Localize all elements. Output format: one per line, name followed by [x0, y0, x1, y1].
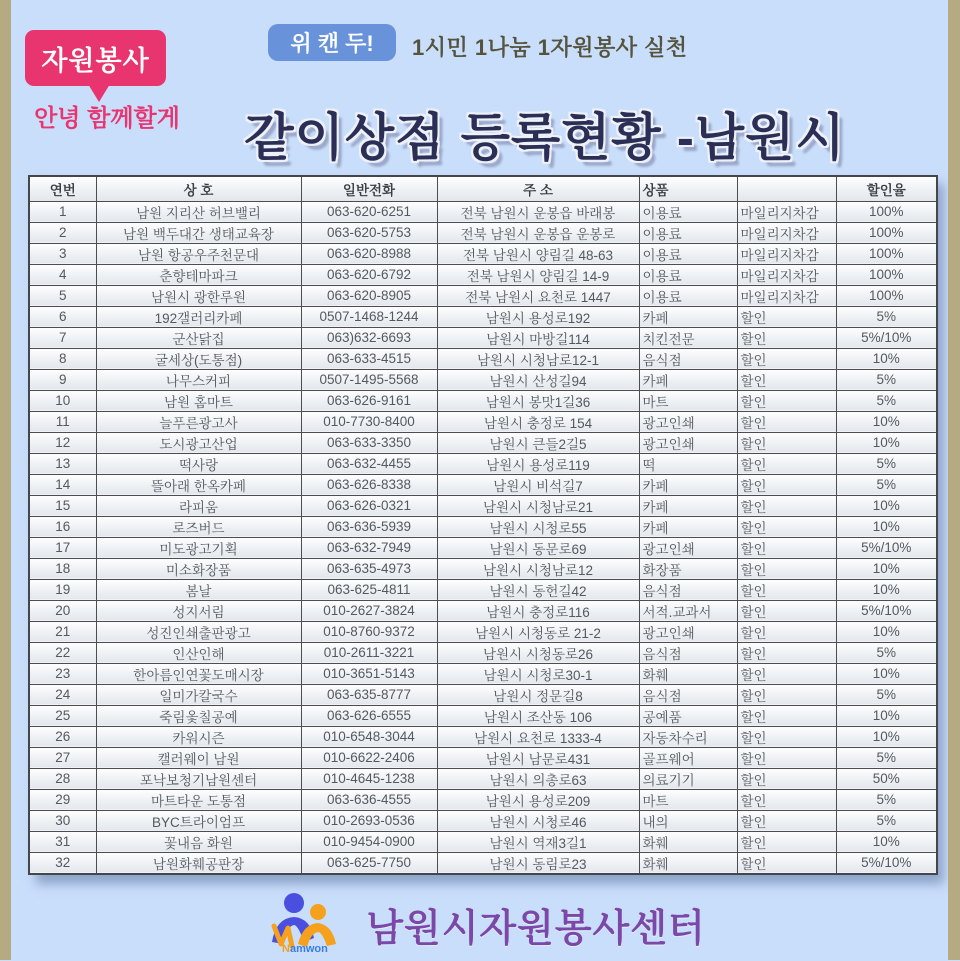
product-cell: 화훼 — [639, 663, 737, 684]
product-cell: 골프웨어 — [639, 747, 737, 768]
product-header: 상품 — [639, 176, 737, 201]
table-row — [29, 768, 937, 789]
store-name-cell: 일미가칼국수 — [96, 684, 301, 705]
discount-type-cell: 할인 — [737, 621, 836, 642]
phone-header: 일반전화 — [301, 176, 437, 201]
phone-cell: 010-4645-1238 — [301, 768, 437, 789]
store-name-cell: 남원시 광한루원 — [96, 285, 301, 306]
discount-rate-cell: 5% — [836, 369, 937, 390]
table-row — [29, 621, 937, 642]
table-row — [29, 810, 937, 831]
store-name-cell: 남원 항공우주천문대 — [96, 243, 301, 264]
table-row — [29, 201, 937, 222]
discount-type-cell: 마일리지차감 — [737, 201, 836, 222]
table-row — [29, 663, 937, 684]
discount-rate-cell: 5% — [836, 390, 937, 411]
discount-rate-cell: 5% — [836, 789, 937, 810]
store-name-cell: 굴세상(도통점) — [96, 348, 301, 369]
phone-cell: 063-620-6251 — [301, 201, 437, 222]
product-cell: 광고인쇄 — [639, 621, 737, 642]
store-name-cell: 봄날 — [96, 579, 301, 600]
phone-cell: 063-633-3350 — [301, 432, 437, 453]
address-cell: 남원시 마방길114 — [437, 327, 639, 348]
phone-cell: 0507-1468-1244 — [301, 306, 437, 327]
phone-cell: 063-626-8338 — [301, 474, 437, 495]
store-name-cell: 남원 홈마트 — [96, 390, 301, 411]
discount-type-cell: 할인 — [737, 579, 836, 600]
product-cell: 마트 — [639, 789, 737, 810]
discount-type-cell: 할인 — [737, 474, 836, 495]
discount-rate-cell: 10% — [836, 663, 937, 684]
address-cell: 남원시 용성로119 — [437, 453, 639, 474]
discount-rate-cell: 5% — [836, 453, 937, 474]
address-cell: 남원시 산성길94 — [437, 369, 639, 390]
table-row — [29, 495, 937, 516]
row-number-cell: 11 — [29, 411, 96, 432]
row-number-cell: 14 — [29, 474, 96, 495]
discount-type-cell: 할인 — [737, 390, 836, 411]
discount-type-cell: 할인 — [737, 747, 836, 768]
row-number-cell: 27 — [29, 747, 96, 768]
store-name-cell: 떡사랑 — [96, 453, 301, 474]
row-number-cell: 21 — [29, 621, 96, 642]
store-name-cell: 꽃내음 화원 — [96, 831, 301, 852]
phone-cell: 010-3651-5143 — [301, 663, 437, 684]
product-cell: 광고인쇄 — [639, 411, 737, 432]
address-cell: 남원시 시청남로12-1 — [437, 348, 639, 369]
phone-cell: 063-620-8988 — [301, 243, 437, 264]
discount-rate-cell: 10% — [836, 726, 937, 747]
row-number-cell: 9 — [29, 369, 96, 390]
product-cell: 카페 — [639, 369, 737, 390]
product-cell: 이용료 — [639, 243, 737, 264]
product-cell: 광고인쇄 — [639, 537, 737, 558]
row-number-cell: 31 — [29, 831, 96, 852]
product-cell: 화훼 — [639, 831, 737, 852]
store-name-cell: 군산닭집 — [96, 327, 301, 348]
phone-cell: 063-636-4555 — [301, 789, 437, 810]
row-number-cell: 6 — [29, 306, 96, 327]
discount-rate-cell: 100% — [836, 243, 937, 264]
address-cell: 남원시 충정로116 — [437, 600, 639, 621]
row-number-cell: 2 — [29, 222, 96, 243]
address-cell: 남원시 동문로69 — [437, 537, 639, 558]
row-number-cell: 13 — [29, 453, 96, 474]
address-header: 주 소 — [437, 176, 639, 201]
address-cell: 남원시 동림로23 — [437, 852, 639, 874]
store-name-cell: 미도광고기획 — [96, 537, 301, 558]
row-number-cell: 15 — [29, 495, 96, 516]
address-cell: 남원시 시청로55 — [437, 516, 639, 537]
store-name-cell: 늘푸른광고사 — [96, 411, 301, 432]
address-cell: 남원시 시청로30-1 — [437, 663, 639, 684]
store-name-cell: 인산인해 — [96, 642, 301, 663]
discount-type-cell: 할인 — [737, 789, 836, 810]
row-number-cell: 26 — [29, 726, 96, 747]
phone-cell: 063-620-6792 — [301, 264, 437, 285]
discount-rate-cell: 10% — [836, 705, 937, 726]
product-cell: 광고인쇄 — [639, 432, 737, 453]
discount-type-cell: 마일리지차감 — [737, 222, 836, 243]
store-name-cell: BYC트라이엄프 — [96, 810, 301, 831]
phone-cell: 010-9454-0900 — [301, 831, 437, 852]
phone-cell: 063-625-4811 — [301, 579, 437, 600]
address-cell: 남원시 시청동로26 — [437, 642, 639, 663]
phone-cell: 010-6548-3044 — [301, 726, 437, 747]
discount-type-cell: 마일리지차감 — [737, 264, 836, 285]
product-cell: 화장품 — [639, 558, 737, 579]
row-number-cell: 10 — [29, 390, 96, 411]
phone-cell: 063-625-7750 — [301, 852, 437, 874]
discount-type-cell: 할인 — [737, 432, 836, 453]
store-name-cell: 192갤러리카페 — [96, 306, 301, 327]
discount-type-cell: 할인 — [737, 600, 836, 621]
discount-rate-cell: 10% — [836, 831, 937, 852]
logo-word-rest: amwon — [290, 943, 329, 955]
discount-rate-cell: 100% — [836, 264, 937, 285]
table-row — [29, 285, 937, 306]
discount-type-cell: 할인 — [737, 852, 836, 874]
discount-rate-cell: 10% — [836, 579, 937, 600]
phone-cell: 010-8760-9372 — [301, 621, 437, 642]
discount-rate-cell: 100% — [836, 201, 937, 222]
discount-type-cell: 할인 — [737, 705, 836, 726]
table-row — [29, 411, 937, 432]
address-cell: 전북 남원시 양림길 48-63 — [437, 243, 639, 264]
product-cell: 카페 — [639, 495, 737, 516]
discount-type-cell: 할인 — [737, 516, 836, 537]
address-cell: 남원시 요천로 1333-4 — [437, 726, 639, 747]
discount-type-cell: 마일리지차감 — [737, 285, 836, 306]
row-number-cell: 23 — [29, 663, 96, 684]
store-name-cell: 남원 백두대간 생태교육장 — [96, 222, 301, 243]
discount-rate-cell: 5% — [836, 684, 937, 705]
address-cell: 전북 남원시 양림길 14-9 — [437, 264, 639, 285]
tagline-text: 안녕 함께할게 — [34, 105, 180, 132]
product-cell: 음식점 — [639, 642, 737, 663]
address-cell: 남원시 역재3길1 — [437, 831, 639, 852]
discount-rate-cell: 5%/10% — [836, 327, 937, 348]
product-cell: 이용료 — [639, 264, 737, 285]
row-number-cell: 17 — [29, 537, 96, 558]
row-number-cell: 24 — [29, 684, 96, 705]
product-cell: 카페 — [639, 306, 737, 327]
discount-rate-header: 할인율 — [836, 176, 937, 201]
product-cell: 음식점 — [639, 579, 737, 600]
store-name-cell: 춘향테마파크 — [96, 264, 301, 285]
table-row — [29, 222, 937, 243]
store-name-cell: 남원 지리산 허브밸리 — [96, 201, 301, 222]
table-row — [29, 432, 937, 453]
discount-type-cell: 할인 — [737, 726, 836, 747]
discount-type-cell: 할인 — [737, 537, 836, 558]
table-row — [29, 789, 937, 810]
store-name-cell: 캘러웨이 남원 — [96, 747, 301, 768]
address-cell: 남원시 조산동 106 — [437, 705, 639, 726]
product-cell: 이용료 — [639, 201, 737, 222]
row-number-cell: 7 — [29, 327, 96, 348]
discount-type-cell: 할인 — [737, 369, 836, 390]
store-name-cell: 뜰아래 한옥카페 — [96, 474, 301, 495]
volunteer-speech-bubble — [25, 30, 166, 86]
store-name-cell: 마트타운 도통점 — [96, 789, 301, 810]
row-number-header: 연번 — [29, 176, 96, 201]
footer — [0, 888, 960, 960]
discount-type-cell: 할인 — [737, 831, 836, 852]
product-cell: 화훼 — [639, 852, 737, 874]
product-cell: 마트 — [639, 390, 737, 411]
address-cell: 남원시 비석길7 — [437, 474, 639, 495]
table-row — [29, 558, 937, 579]
table-row — [29, 642, 937, 663]
table-row — [29, 474, 937, 495]
table-row — [29, 852, 937, 874]
table-row — [29, 831, 937, 852]
discount-type-cell: 할인 — [737, 348, 836, 369]
row-number-cell: 28 — [29, 768, 96, 789]
table-row — [29, 684, 937, 705]
discount-type-cell: 할인 — [737, 642, 836, 663]
row-number-cell: 30 — [29, 810, 96, 831]
address-cell: 전북 남원시 운봉읍 바래봉 — [437, 201, 639, 222]
store-name-cell: 죽림옻칠공예 — [96, 705, 301, 726]
row-number-cell: 1 — [29, 201, 96, 222]
phone-cell: 063-626-6555 — [301, 705, 437, 726]
store-name-cell: 카워시즌 — [96, 726, 301, 747]
product-cell: 이용료 — [639, 285, 737, 306]
address-cell: 남원시 용성로209 — [437, 789, 639, 810]
left-edge-strip — [0, 0, 11, 960]
svg-text:Namwon: Namwon — [282, 943, 329, 955]
phone-cell: 063-636-5939 — [301, 516, 437, 537]
address-cell: 전북 남원시 운봉읍 운봉로 — [437, 222, 639, 243]
store-name-cell: 성지서림 — [96, 600, 301, 621]
discount-rate-cell: 10% — [836, 558, 937, 579]
row-number-cell: 22 — [29, 642, 96, 663]
row-number-cell: 4 — [29, 264, 96, 285]
discount-type-cell: 할인 — [737, 306, 836, 327]
store-name-cell: 성진인쇄출판광고 — [96, 621, 301, 642]
row-number-cell: 12 — [29, 432, 96, 453]
row-number-cell: 18 — [29, 558, 96, 579]
discount-type-cell: 할인 — [737, 453, 836, 474]
slogan-text: 1시민 1나눔 1자원봉사 실천 — [412, 35, 688, 60]
product-cell: 이용료 — [639, 222, 737, 243]
product-cell: 서적.교과서 — [639, 600, 737, 621]
table-row — [29, 243, 937, 264]
store-name-cell: 도시광고산업 — [96, 432, 301, 453]
row-number-cell: 3 — [29, 243, 96, 264]
phone-cell: 063-626-0321 — [301, 495, 437, 516]
discount-type-cell: 할인 — [737, 411, 836, 432]
discount-rate-cell: 10% — [836, 348, 937, 369]
product-cell: 음식점 — [639, 684, 737, 705]
discount-rate-cell: 5%/10% — [836, 852, 937, 874]
store-name-cell: 한아름인연꽃도매시장 — [96, 663, 301, 684]
store-name-cell: 미소화장품 — [96, 558, 301, 579]
address-cell: 남원시 충정로 154 — [437, 411, 639, 432]
phone-cell: 063-635-4973 — [301, 558, 437, 579]
phone-cell: 063-626-9161 — [301, 390, 437, 411]
table-row — [29, 537, 937, 558]
discount-type-cell: 할인 — [737, 495, 836, 516]
row-number-cell: 5 — [29, 285, 96, 306]
table-row — [29, 726, 937, 747]
badge-label: 위 캔 두! — [290, 31, 374, 56]
product-cell: 치킨전문 — [639, 327, 737, 348]
row-number-cell: 32 — [29, 852, 96, 874]
address-cell: 남원시 시청남로21 — [437, 495, 639, 516]
product-cell: 자동차수리 — [639, 726, 737, 747]
phone-cell: 010-7730-8400 — [301, 411, 437, 432]
product-cell: 카페 — [639, 474, 737, 495]
discount-rate-cell: 5%/10% — [836, 537, 937, 558]
product-cell: 음식점 — [639, 348, 737, 369]
table-row — [29, 369, 937, 390]
discount-rate-cell: 10% — [836, 432, 937, 453]
table-row — [29, 306, 937, 327]
bubble-label: 자원봉사 — [41, 45, 150, 76]
discount-type-cell: 할인 — [737, 768, 836, 789]
phone-cell: 063-633-4515 — [301, 348, 437, 369]
discount-rate-cell: 5% — [836, 474, 937, 495]
address-cell: 남원시 남문로431 — [437, 747, 639, 768]
address-cell: 남원시 시청동로 21-2 — [437, 621, 639, 642]
table-header-row — [29, 176, 937, 201]
discount-rate-cell: 5% — [836, 642, 937, 663]
discount-type-cell: 할인 — [737, 684, 836, 705]
table-row — [29, 600, 937, 621]
row-number-cell: 29 — [29, 789, 96, 810]
table-row — [29, 579, 937, 600]
phone-cell: 010-2611-3221 — [301, 642, 437, 663]
address-cell: 남원시 용성로192 — [437, 306, 639, 327]
row-number-cell: 25 — [29, 705, 96, 726]
phone-cell: 063-635-8777 — [301, 684, 437, 705]
discount-rate-cell: 100% — [836, 222, 937, 243]
discount-rate-cell: 10% — [836, 411, 937, 432]
discount-rate-cell: 10% — [836, 495, 937, 516]
row-number-cell: 8 — [29, 348, 96, 369]
product-cell: 내의 — [639, 810, 737, 831]
discount-rate-cell: 50% — [836, 768, 937, 789]
page-title: 같이상점 등록현황 -남원시 — [244, 109, 846, 166]
address-cell: 전북 남원시 요천로 1447 — [437, 285, 639, 306]
discount-rate-cell: 100% — [836, 285, 937, 306]
discount-rate-cell: 10% — [836, 516, 937, 537]
row-number-cell: 16 — [29, 516, 96, 537]
table-row — [29, 348, 937, 369]
phone-cell: 010-6622-2406 — [301, 747, 437, 768]
table-row — [29, 705, 937, 726]
phone-cell: 063-620-5753 — [301, 222, 437, 243]
store-name-header: 상 호 — [96, 176, 301, 201]
phone-cell: 063)632-6693 — [301, 327, 437, 348]
discount-rate-cell: 10% — [836, 621, 937, 642]
we-can-do-badge — [268, 24, 396, 61]
table-row — [29, 747, 937, 768]
store-table-body — [29, 201, 937, 874]
store-table — [28, 175, 936, 875]
phone-cell: 0507-1495-5568 — [301, 369, 437, 390]
discount-rate-cell: 5% — [836, 747, 937, 768]
phone-cell: 063-632-7949 — [301, 537, 437, 558]
address-cell: 남원시 시청로46 — [437, 810, 639, 831]
store-name-cell: 나무스커피 — [96, 369, 301, 390]
discount-type-cell: 할인 — [737, 810, 836, 831]
table-row — [29, 516, 937, 537]
discount-rate-cell: 5% — [836, 810, 937, 831]
address-cell: 남원시 정문길8 — [437, 684, 639, 705]
product-cell: 카페 — [639, 516, 737, 537]
discount-type-header — [737, 176, 836, 201]
store-name-cell: 남원화훼공판장 — [96, 852, 301, 874]
row-number-cell: 20 — [29, 600, 96, 621]
phone-cell: 010-2627-3824 — [301, 600, 437, 621]
discount-rate-cell: 5%/10% — [836, 600, 937, 621]
organization-name: 남원시자원봉사센터 — [366, 907, 706, 950]
discount-type-cell: 마일리지차감 — [737, 243, 836, 264]
discount-type-cell: 할인 — [737, 558, 836, 579]
row-number-cell: 19 — [29, 579, 96, 600]
store-name-cell: 라피움 — [96, 495, 301, 516]
table-row — [29, 453, 937, 474]
phone-cell: 063-620-8905 — [301, 285, 437, 306]
namwon-volunteer-logo-icon — [254, 892, 358, 956]
address-cell: 남원시 큰들2길5 — [437, 432, 639, 453]
address-cell: 남원시 의총로63 — [437, 768, 639, 789]
address-cell: 남원시 시청남로12 — [437, 558, 639, 579]
phone-cell: 063-632-4455 — [301, 453, 437, 474]
discount-type-cell: 할인 — [737, 327, 836, 348]
address-cell: 남원시 동헌길42 — [437, 579, 639, 600]
table-row — [29, 327, 937, 348]
phone-cell: 010-2693-0536 — [301, 810, 437, 831]
store-name-cell: 포낙보청기남원센터 — [96, 768, 301, 789]
table-row — [29, 390, 937, 411]
people-logo-icon — [254, 892, 358, 956]
discount-rate-cell: 5% — [836, 306, 937, 327]
store-name-cell: 로즈버드 — [96, 516, 301, 537]
right-edge-strip — [948, 0, 960, 960]
product-cell: 의료기기 — [639, 768, 737, 789]
product-cell: 공예품 — [639, 705, 737, 726]
product-cell: 떡 — [639, 453, 737, 474]
discount-type-cell: 할인 — [737, 663, 836, 684]
address-cell: 남원시 봉맛1길36 — [437, 390, 639, 411]
table-row — [29, 264, 937, 285]
